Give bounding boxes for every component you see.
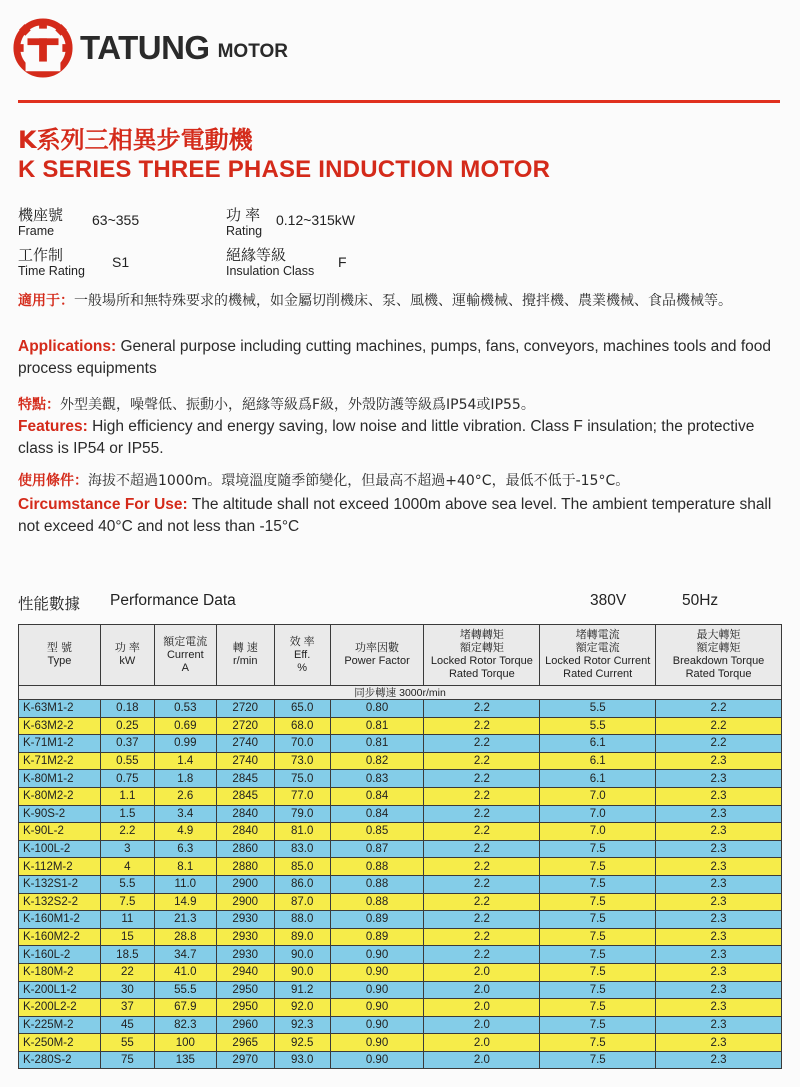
header-type: 型 號 Type [19, 625, 101, 686]
cell-power-factor: 0.90 [330, 1051, 424, 1069]
cell-speed: 2900 [216, 893, 274, 911]
cell-locked-rotor-torque: 2.2 [424, 946, 540, 964]
cell-kw: 0.18 [100, 700, 154, 718]
cell-breakdown-torque: 2.3 [656, 875, 782, 893]
cell-locked-rotor-torque: 2.2 [424, 717, 540, 735]
features-en-text: High efficiency and energy saving, low noise and little vibration. Class F insulation; the protective class is IP54 or IP55. [18, 418, 755, 457]
cell-type: K-180M-2 [19, 963, 101, 981]
cell-locked-rotor-current: 7.5 [540, 840, 656, 858]
cell-current: 21.3 [154, 911, 216, 929]
table-row [19, 1034, 782, 1052]
table-row [19, 928, 782, 946]
applications-en-label: Applications: [18, 338, 117, 355]
cell-speed: 2930 [216, 946, 274, 964]
table-header-row [19, 625, 782, 686]
cell-current: 0.53 [154, 700, 216, 718]
performance-voltage: 380V [590, 592, 627, 609]
cell-breakdown-torque: 2.3 [656, 840, 782, 858]
cell-type: K-160L-2 [19, 946, 101, 964]
applications-en [18, 336, 788, 380]
cell-locked-rotor-torque: 2.0 [424, 1051, 540, 1069]
header-locked-rotor-current: 堵轉電流 額定電流 Locked Rotor Current Rated Current [540, 625, 656, 686]
cell-eff: 92.0 [274, 999, 330, 1017]
cell-eff: 70.0 [274, 735, 330, 753]
cell-kw: 11 [100, 911, 154, 929]
cell-type: K-112M-2 [19, 858, 101, 876]
cell-type: K-63M2-2 [19, 717, 101, 735]
cell-locked-rotor-current: 7.0 [540, 787, 656, 805]
cell-locked-rotor-current: 7.5 [540, 911, 656, 929]
spec-time-rating-zh: 工作制 [18, 247, 64, 264]
cell-current: 34.7 [154, 946, 216, 964]
sync-speed-label: 同步轉速 3000r/min [19, 686, 782, 700]
cell-kw: 15 [100, 928, 154, 946]
cell-speed: 2740 [216, 752, 274, 770]
brand-name: TATUNG [80, 29, 210, 66]
cell-type: K-100L-2 [19, 840, 101, 858]
cell-eff: 88.0 [274, 911, 330, 929]
cell-kw: 1.1 [100, 787, 154, 805]
cell-power-factor: 0.90 [330, 1034, 424, 1052]
cell-current: 4.9 [154, 823, 216, 841]
cell-kw: 18.5 [100, 946, 154, 964]
cell-locked-rotor-current: 5.5 [540, 717, 656, 735]
table-row [19, 963, 782, 981]
cell-current: 67.9 [154, 999, 216, 1017]
cell-power-factor: 0.81 [330, 735, 424, 753]
header-divider [18, 100, 780, 103]
cell-power-factor: 0.87 [330, 840, 424, 858]
cell-locked-rotor-current: 6.1 [540, 752, 656, 770]
cell-eff: 85.0 [274, 858, 330, 876]
spec-frame-zh: 機座號 [18, 207, 64, 224]
page-title-en: K SERIES THREE PHASE INDUCTION MOTOR [18, 156, 551, 183]
cell-locked-rotor-current: 7.5 [540, 963, 656, 981]
cell-locked-rotor-current: 7.5 [540, 981, 656, 999]
cell-breakdown-torque: 2.3 [656, 787, 782, 805]
brand-subtitle: MOTOR [217, 41, 288, 62]
applications-en-text: General purpose including cutting machines, pumps, fans, conveyors, machines tools and food process equipments [18, 338, 771, 377]
circumstance-zh [18, 470, 788, 492]
cell-locked-rotor-torque: 2.2 [424, 840, 540, 858]
cell-speed: 2960 [216, 1016, 274, 1034]
cell-speed: 2950 [216, 999, 274, 1017]
circumstance-en-label: Circumstance For Use: [18, 496, 188, 513]
performance-en: Performance Data [110, 592, 236, 609]
cell-speed: 2860 [216, 840, 274, 858]
cell-locked-rotor-torque: 2.0 [424, 981, 540, 999]
cell-locked-rotor-torque: 2.2 [424, 875, 540, 893]
cell-locked-rotor-current: 7.5 [540, 999, 656, 1017]
cell-locked-rotor-current: 6.1 [540, 770, 656, 788]
cell-locked-rotor-torque: 2.0 [424, 963, 540, 981]
cell-type: K-225M-2 [19, 1016, 101, 1034]
cell-locked-rotor-torque: 2.2 [424, 770, 540, 788]
cell-current: 135 [154, 1051, 216, 1069]
spec-rating-en: Rating [226, 224, 263, 238]
spec-time-rating-en: Time Rating [18, 264, 85, 278]
cell-breakdown-torque: 2.3 [656, 981, 782, 999]
cell-speed: 2900 [216, 875, 274, 893]
cell-current: 3.4 [154, 805, 216, 823]
applications-zh [18, 290, 788, 312]
table-row [19, 805, 782, 823]
cell-locked-rotor-torque: 2.0 [424, 1034, 540, 1052]
table-row [19, 1051, 782, 1069]
spec-rating-value: 0.12~315kW [276, 212, 355, 228]
cell-kw: 55 [100, 1034, 154, 1052]
cell-type: K-200L1-2 [19, 981, 101, 999]
cell-type: K-80M1-2 [19, 770, 101, 788]
cell-type: K-80M2-2 [19, 787, 101, 805]
cell-power-factor: 0.88 [330, 875, 424, 893]
table-row [19, 875, 782, 893]
cell-power-factor: 0.90 [330, 1016, 424, 1034]
cell-kw: 3 [100, 840, 154, 858]
cell-type: K-90S-2 [19, 805, 101, 823]
spec-rating-label [226, 204, 262, 238]
applications-zh-text: 一般場所和無特殊要求的機械，如金屬切削機床、泵、風機、運輸機械、攪拌機、農業機械、食品機械等。 [74, 293, 732, 309]
spec-insulation-zh: 絕緣等級 [226, 247, 287, 264]
sync-speed-row [19, 686, 782, 700]
cell-kw: 1.5 [100, 805, 154, 823]
cell-speed: 2930 [216, 911, 274, 929]
cell-type: K-160M1-2 [19, 911, 101, 929]
table-row [19, 981, 782, 999]
cell-breakdown-torque: 2.3 [656, 770, 782, 788]
table-row [19, 858, 782, 876]
cell-breakdown-torque: 2.2 [656, 735, 782, 753]
cell-breakdown-torque: 2.3 [656, 858, 782, 876]
cell-current: 82.3 [154, 1016, 216, 1034]
spec-frame-en: Frame [18, 224, 55, 238]
cell-locked-rotor-torque: 2.2 [424, 752, 540, 770]
cell-current: 55.5 [154, 981, 216, 999]
table-row [19, 717, 782, 735]
table-row [19, 840, 782, 858]
cell-power-factor: 0.89 [330, 928, 424, 946]
cell-kw: 0.55 [100, 752, 154, 770]
cell-current: 14.9 [154, 893, 216, 911]
cell-current: 8.1 [154, 858, 216, 876]
table-row [19, 946, 782, 964]
performance-frequency: 50Hz [682, 592, 719, 609]
cell-power-factor: 0.89 [330, 911, 424, 929]
circumstance-en [18, 494, 788, 538]
cell-power-factor: 0.85 [330, 823, 424, 841]
table-row [19, 893, 782, 911]
cell-locked-rotor-current: 7.5 [540, 946, 656, 964]
table-row [19, 911, 782, 929]
cell-eff: 89.0 [274, 928, 330, 946]
cell-locked-rotor-torque: 2.2 [424, 928, 540, 946]
cell-eff: 86.0 [274, 875, 330, 893]
table-row [19, 787, 782, 805]
cell-locked-rotor-torque: 2.2 [424, 911, 540, 929]
header-speed: 轉 速 r/min [216, 625, 274, 686]
cell-locked-rotor-torque: 2.2 [424, 700, 540, 718]
cell-kw: 7.5 [100, 893, 154, 911]
cell-locked-rotor-current: 7.5 [540, 928, 656, 946]
cell-locked-rotor-current: 7.5 [540, 1016, 656, 1034]
cell-locked-rotor-current: 7.5 [540, 1034, 656, 1052]
cell-type: K-71M1-2 [19, 735, 101, 753]
cell-locked-rotor-current: 5.5 [540, 700, 656, 718]
performance-zh: 性能數據 [18, 596, 81, 613]
cell-current: 6.3 [154, 840, 216, 858]
circumstance-zh-label: 使用條件： [18, 473, 88, 489]
features-zh [18, 394, 788, 416]
cell-locked-rotor-torque: 2.2 [424, 787, 540, 805]
cell-kw: 2.2 [100, 823, 154, 841]
cell-type: K-132S2-2 [19, 893, 101, 911]
cell-speed: 2740 [216, 735, 274, 753]
cell-speed: 2880 [216, 858, 274, 876]
cell-eff: 90.0 [274, 946, 330, 964]
cell-breakdown-torque: 2.3 [656, 928, 782, 946]
table-row [19, 1016, 782, 1034]
cell-kw: 4 [100, 858, 154, 876]
brand-header [12, 14, 288, 82]
cell-current: 11.0 [154, 875, 216, 893]
cell-eff: 92.3 [274, 1016, 330, 1034]
cell-type: K-132S1-2 [19, 875, 101, 893]
cell-eff: 65.0 [274, 700, 330, 718]
cell-eff: 93.0 [274, 1051, 330, 1069]
cell-type: K-250M-2 [19, 1034, 101, 1052]
cell-kw: 0.25 [100, 717, 154, 735]
cell-locked-rotor-torque: 2.2 [424, 805, 540, 823]
cell-kw: 75 [100, 1051, 154, 1069]
cell-eff: 87.0 [274, 893, 330, 911]
circumstance-en-text: The altitude shall not exceed 1000m above sea level. The ambient temperature shall not exceed 40°C and not less than -15°C [18, 496, 772, 535]
table-row [19, 823, 782, 841]
cell-power-factor: 0.82 [330, 752, 424, 770]
spec-time-rating-value: S1 [112, 254, 130, 270]
header-power-factor: 功率因數 Power Factor [330, 625, 424, 686]
cell-speed: 2840 [216, 823, 274, 841]
circumstance-zh-text: 海拔不超過1000m。環境溫度隨季節變化，但最高不超過+40°C，最低不低于-15°C。 [88, 473, 630, 489]
applications-zh-label: 適用于： [18, 293, 74, 309]
features-en-label: Features: [18, 418, 88, 435]
spec-frame-value: 63~355 [92, 212, 140, 228]
cell-power-factor: 0.88 [330, 893, 424, 911]
cell-locked-rotor-torque: 2.2 [424, 893, 540, 911]
cell-power-factor: 0.90 [330, 946, 424, 964]
performance-table [18, 624, 782, 1069]
cell-current: 1.8 [154, 770, 216, 788]
cell-power-factor: 0.84 [330, 805, 424, 823]
cell-kw: 37 [100, 999, 154, 1017]
spec-insulation-value: F [338, 254, 347, 270]
cell-current: 0.99 [154, 735, 216, 753]
cell-power-factor: 0.90 [330, 963, 424, 981]
cell-breakdown-torque: 2.3 [656, 1034, 782, 1052]
cell-speed: 2720 [216, 700, 274, 718]
cell-speed: 2965 [216, 1034, 274, 1052]
cell-power-factor: 0.88 [330, 858, 424, 876]
cell-locked-rotor-current: 7.5 [540, 1051, 656, 1069]
table-row [19, 700, 782, 718]
cell-locked-rotor-current: 7.0 [540, 805, 656, 823]
cell-speed: 2930 [216, 928, 274, 946]
cell-breakdown-torque: 2.3 [656, 805, 782, 823]
cell-locked-rotor-current: 7.5 [540, 893, 656, 911]
table-row [19, 735, 782, 753]
cell-kw: 30 [100, 981, 154, 999]
cell-type: K-280S-2 [19, 1051, 101, 1069]
page-title-zh: K系列三相異步電動機 [18, 126, 253, 154]
cell-power-factor: 0.81 [330, 717, 424, 735]
spec-insulation-label [226, 244, 314, 278]
cell-breakdown-torque: 2.3 [656, 893, 782, 911]
cell-breakdown-torque: 2.3 [656, 752, 782, 770]
cell-power-factor: 0.83 [330, 770, 424, 788]
cell-kw: 0.75 [100, 770, 154, 788]
cell-breakdown-torque: 2.3 [656, 999, 782, 1017]
cell-breakdown-torque: 2.3 [656, 946, 782, 964]
spec-insulation-en: Insulation Class [226, 264, 315, 278]
cell-eff: 90.0 [274, 963, 330, 981]
cell-locked-rotor-current: 6.1 [540, 735, 656, 753]
features-zh-text: 外型美觀，噪聲低、振動小，絕緣等級爲F級，外殼防護等級爲IP54或IP55。 [60, 397, 535, 413]
header-breakdown-torque: 最大轉矩 額定轉矩 Breakdown Torque Rated Torque [656, 625, 782, 686]
cell-locked-rotor-torque: 2.2 [424, 858, 540, 876]
cell-eff: 73.0 [274, 752, 330, 770]
cell-eff: 75.0 [274, 770, 330, 788]
cell-speed: 2840 [216, 805, 274, 823]
cell-breakdown-torque: 2.2 [656, 717, 782, 735]
table-row [19, 770, 782, 788]
cell-current: 28.8 [154, 928, 216, 946]
cell-type: K-160M2-2 [19, 928, 101, 946]
cell-locked-rotor-current: 7.0 [540, 823, 656, 841]
cell-eff: 83.0 [274, 840, 330, 858]
header-current: 額定電流 Current A [154, 625, 216, 686]
cell-speed: 2970 [216, 1051, 274, 1069]
cell-current: 2.6 [154, 787, 216, 805]
cell-type: K-63M1-2 [19, 700, 101, 718]
tatung-logo-icon [12, 17, 74, 79]
cell-speed: 2720 [216, 717, 274, 735]
cell-locked-rotor-torque: 2.2 [424, 735, 540, 753]
cell-eff: 92.5 [274, 1034, 330, 1052]
spec-frame-label [18, 204, 63, 238]
cell-locked-rotor-current: 7.5 [540, 858, 656, 876]
cell-breakdown-torque: 2.3 [656, 1051, 782, 1069]
header-kw: 功 率 kW [100, 625, 154, 686]
cell-kw: 45 [100, 1016, 154, 1034]
cell-current: 1.4 [154, 752, 216, 770]
cell-speed: 2845 [216, 770, 274, 788]
cell-eff: 79.0 [274, 805, 330, 823]
cell-breakdown-torque: 2.2 [656, 700, 782, 718]
cell-eff: 91.2 [274, 981, 330, 999]
cell-locked-rotor-torque: 2.0 [424, 1016, 540, 1034]
cell-power-factor: 0.80 [330, 700, 424, 718]
cell-type: K-200L2-2 [19, 999, 101, 1017]
cell-type: K-71M2-2 [19, 752, 101, 770]
header-eff: 效 率 Eff. % [274, 625, 330, 686]
features-en [18, 416, 788, 460]
cell-speed: 2950 [216, 981, 274, 999]
cell-eff: 77.0 [274, 787, 330, 805]
cell-power-factor: 0.90 [330, 999, 424, 1017]
cell-kw: 5.5 [100, 875, 154, 893]
cell-eff: 81.0 [274, 823, 330, 841]
table-row [19, 752, 782, 770]
spec-rating-zh: 功 率 [226, 207, 261, 224]
cell-current: 41.0 [154, 963, 216, 981]
cell-kw: 0.37 [100, 735, 154, 753]
cell-current: 100 [154, 1034, 216, 1052]
spec-time-rating-label [18, 244, 85, 278]
cell-power-factor: 0.84 [330, 787, 424, 805]
cell-speed: 2845 [216, 787, 274, 805]
cell-breakdown-torque: 2.3 [656, 963, 782, 981]
cell-breakdown-torque: 2.3 [656, 911, 782, 929]
cell-locked-rotor-current: 7.5 [540, 875, 656, 893]
header-locked-rotor-torque: 堵轉轉矩 額定轉矩 Locked Rotor Torque Rated Torque [424, 625, 540, 686]
cell-power-factor: 0.90 [330, 981, 424, 999]
cell-speed: 2940 [216, 963, 274, 981]
cell-current: 0.69 [154, 717, 216, 735]
features-zh-label: 特點： [18, 397, 60, 413]
cell-kw: 22 [100, 963, 154, 981]
cell-locked-rotor-torque: 2.2 [424, 823, 540, 841]
cell-type: K-90L-2 [19, 823, 101, 841]
cell-breakdown-torque: 2.3 [656, 823, 782, 841]
table-body [19, 700, 782, 1069]
table-row [19, 999, 782, 1017]
cell-eff: 68.0 [274, 717, 330, 735]
cell-locked-rotor-torque: 2.0 [424, 999, 540, 1017]
cell-breakdown-torque: 2.3 [656, 1016, 782, 1034]
